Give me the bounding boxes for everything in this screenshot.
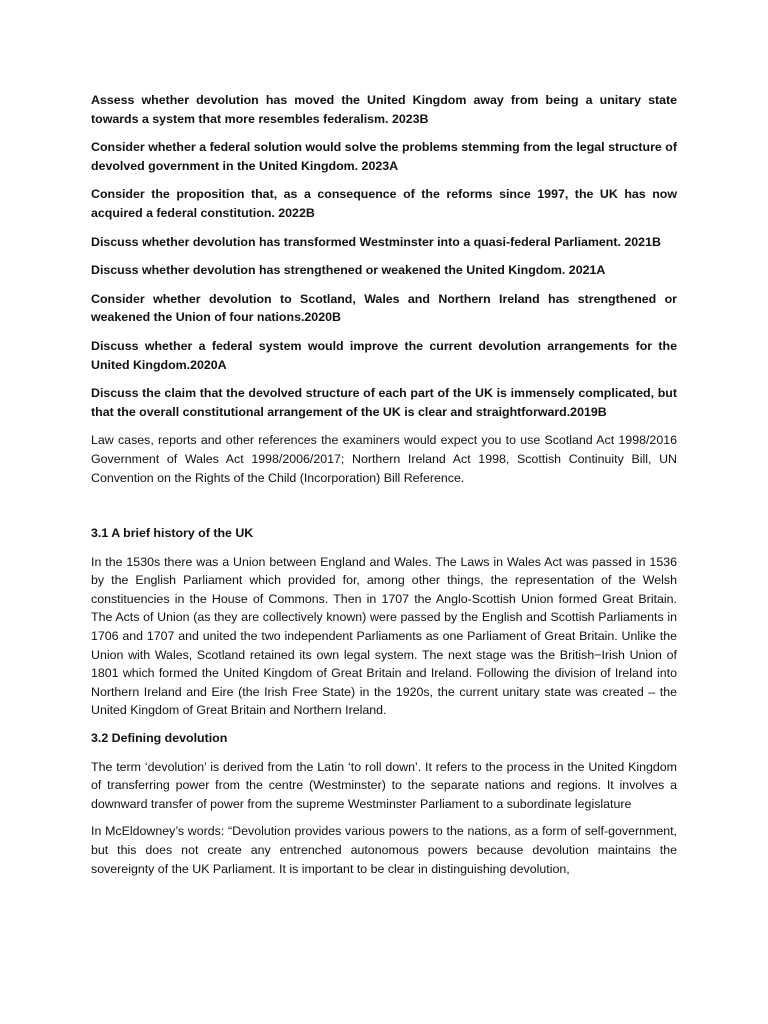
section-3-2-heading: 3.2 Defining devolution — [91, 731, 228, 746]
exam-question-4: Discuss whether devolution has transformed Westminster into a quasi-federal Parliament. 2021B — [91, 234, 661, 249]
section-3-1-heading: 3.1 A brief history of the UK — [91, 526, 254, 541]
exam-question-7: Discuss whether a federal system would improve the current devolution arrangements for the United Kingdom.2020A — [91, 338, 677, 372]
exam-question-6: Consider whether devolution to Scotland, Wales and Northern Ireland has strengthened or weakened the Union of four nations.2020B — [91, 291, 677, 325]
section-3-2-body-1: The term ‘devolution’ is derived from the Latin ‘to roll down’. It refers to the process in the United Kingdom of transferring power from the centre (Westminster) to the separate nations and regions. It involves a downward transfer of power from the supreme Westminster Parliament to a subordinate legislature — [91, 759, 677, 811]
exam-question-5: Discuss whether devolution has strengthened or weakened the United Kingdom. 2021A — [91, 263, 606, 278]
references-paragraph: Law cases, reports and other references the examiners would expect you to use Scotland Act 1998/2016 Government of Wales Act 1998/2006/2017; Northern Ireland Act 1998, Scottish Continuity Bill, UN Convention on the Rights of the Child (Incorporation) Bill Reference. — [91, 433, 677, 485]
exam-question-1: Assess whether devolution has moved the United Kingdom away from being a unitary state towards a system that more resembles federalism. 2023B — [91, 93, 677, 126]
exam-question-3: Consider the proposition that, as a consequence of the reforms since 1997, the UK has now acquired a federal constitution. 2022B — [91, 187, 677, 220]
exam-question-2: Consider whether a federal solution would solve the problems stemming from the legal structure of devolved government in the United Kingdom. 2023A — [91, 140, 677, 173]
exam-question-8: Discuss the claim that the devolved structure of each part of the UK is immensely complicated, but that the overall constitutional arrangement of the UK is clear and straightforward.2019B — [91, 386, 677, 419]
section-3-2-body-2: In McEldowney’s words: “Devolution provides various powers to the nations, as a form of self-government, but this does not create any entrenched autonomous powers because devolution maintains the sovereignty of the UK Parliament. It is important to be clear in distinguishing devolution, — [91, 824, 677, 876]
document-page — [91, 91, 677, 887]
section-3-1-body: In the 1530s there was a Union between England and Wales. The Laws in Wales Act was passed in 1536 by the English Parliament which provided for, among other things, the representation of the Welsh constituencies in the House of Commons. Then in 1707 the Anglo-Scottish Union formed Great Britain. The Acts of Union (as they are collectively known) were passed by the English and Scottish Parliaments in 1706 and 1707 and united the two independent Parliaments as one Parliament of Great Britain. Unlike the Union with Wales, Scotland retained its own legal system. The next stage was the British−Irish Union of 1801 which formed the United Kingdom of Great Britain and Ireland. Following the division of Ireland into Northern Ireland and Eire (the Irish Free State) in the 1920s, the current unitary state was created – the United Kingdom of Great Britain and Northern Ireland. — [91, 554, 677, 718]
